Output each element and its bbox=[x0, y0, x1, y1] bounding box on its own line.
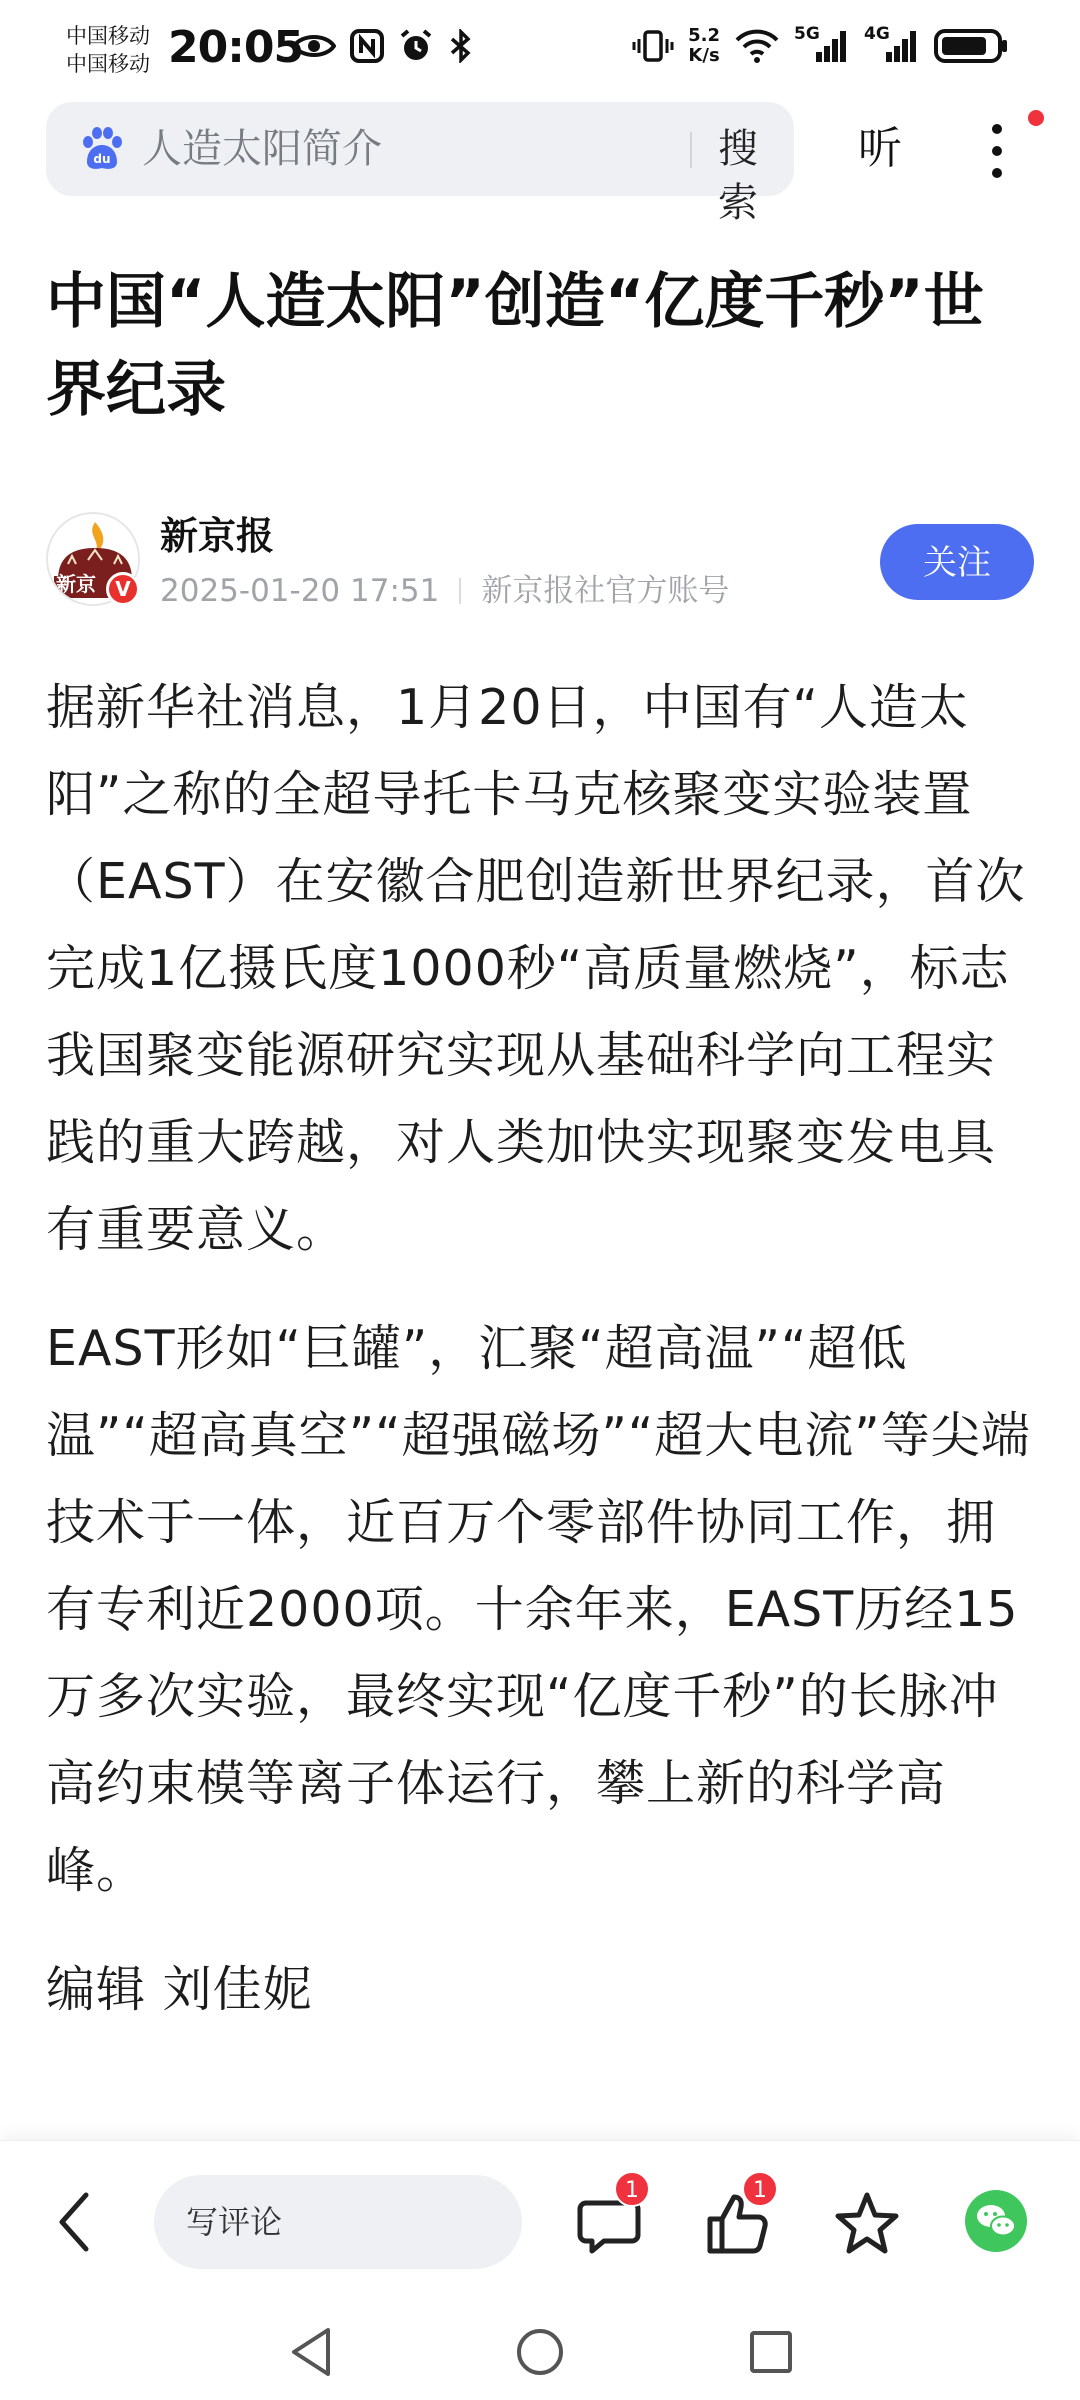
wechat-icon bbox=[964, 2189, 1028, 2253]
editor-credit: 编辑 刘佳妮 bbox=[46, 1961, 313, 2018]
battery-icon bbox=[934, 28, 1008, 64]
post-meta bbox=[160, 570, 729, 612]
status-bar bbox=[0, 0, 1080, 96]
eye-icon bbox=[292, 31, 336, 61]
like-button[interactable] bbox=[702, 2178, 772, 2259]
search-query[interactable]: 人造太阳简介 bbox=[142, 126, 382, 172]
svg-text:du: du bbox=[93, 152, 111, 166]
listen-button[interactable]: 听 bbox=[858, 123, 902, 174]
system-nav-bar bbox=[0, 2310, 1080, 2400]
more-dot-icon bbox=[992, 146, 1002, 156]
author-name[interactable]: 新京报 bbox=[160, 514, 275, 558]
article-body bbox=[46, 664, 1036, 2033]
more-dot-icon bbox=[992, 168, 1002, 178]
comments-button[interactable] bbox=[574, 2178, 644, 2259]
carrier-labels bbox=[66, 22, 150, 78]
net-speed-value: 5.2 bbox=[688, 25, 720, 46]
alarm-icon bbox=[398, 28, 434, 64]
comment-count-badge: 1 bbox=[614, 2171, 650, 2207]
wifi-icon bbox=[734, 28, 780, 64]
article-paragraph: EAST形如“巨罐”，汇聚“超高温”“超低温”“超高真空”“超强磁场”“超大电流”等尖端技术于一体，近百万个零部件协同工作，拥有专利近2000项。十余年来，EAST历经15万多次实验，最终实现“亿度千秒”的长脉冲高约束模等离子体运行，攀上新的科学高峰。 bbox=[46, 1320, 1031, 1899]
more-dot-icon bbox=[992, 124, 1002, 134]
star-icon bbox=[832, 2189, 902, 2259]
signal-icon bbox=[864, 28, 920, 64]
more-menu-button[interactable] bbox=[978, 116, 1018, 186]
bluetooth-icon bbox=[448, 29, 474, 63]
comment-input[interactable]: 写评论 bbox=[154, 2175, 522, 2269]
back-arrow-icon[interactable] bbox=[50, 2187, 100, 2257]
follow-button[interactable]: 关注 bbox=[880, 524, 1034, 600]
signal-icon bbox=[794, 28, 850, 64]
vibrate-icon bbox=[632, 29, 674, 63]
like-count-badge: 1 bbox=[742, 2171, 778, 2207]
account-type: 新京报社官方账号 bbox=[481, 573, 730, 609]
avatar-text: 新京 bbox=[56, 572, 96, 596]
signal-5g-label: 5G bbox=[794, 24, 820, 44]
post-date: 2025-01-20 17:51 bbox=[160, 573, 440, 609]
net-speed bbox=[688, 26, 720, 66]
notification-dot bbox=[1028, 110, 1044, 126]
search-button[interactable]: 搜索 bbox=[718, 126, 758, 226]
nfc-icon bbox=[350, 29, 384, 63]
verified-badge-icon: V bbox=[106, 572, 140, 606]
article-paragraph: 据新华社消息，1月20日，中国有“人造太阳”之称的全超导托卡马克核聚变实验装置（EAST）在安徽合肥创造新世界纪录，首次完成1亿摄氏度1000秒“高质量燃烧”，标志我国聚变能源研究实现从基础科学向工程实践的重大跨越，对人类加快实现聚变发电具有重要意义。 bbox=[46, 679, 1026, 1258]
bottom-toolbar bbox=[0, 2140, 1080, 2311]
favorite-button[interactable] bbox=[832, 2189, 902, 2259]
signal-4g-label: 4G bbox=[864, 24, 890, 44]
status-time: 20:05 bbox=[168, 22, 304, 73]
signal-4g bbox=[864, 24, 920, 64]
carrier-2: 中国移动 bbox=[66, 52, 150, 76]
status-icons-left bbox=[292, 28, 474, 64]
carrier-1: 中国移动 bbox=[66, 24, 150, 48]
search-divider bbox=[690, 132, 692, 168]
nav-back-icon[interactable] bbox=[286, 2324, 336, 2380]
meta-divider bbox=[459, 578, 461, 604]
nav-recents-icon[interactable] bbox=[746, 2324, 796, 2380]
net-speed-unit: K/s bbox=[688, 45, 720, 66]
share-wechat-button[interactable] bbox=[964, 2189, 1034, 2259]
nav-home-icon[interactable] bbox=[514, 2324, 566, 2380]
signal-5g bbox=[794, 24, 850, 64]
status-icons-right bbox=[632, 26, 1008, 66]
search-bar[interactable] bbox=[46, 102, 794, 226]
baidu-paw-icon bbox=[78, 124, 126, 172]
article-title: 中国“人造太阳”创造“亿度千秒”世界纪录 bbox=[46, 267, 984, 425]
